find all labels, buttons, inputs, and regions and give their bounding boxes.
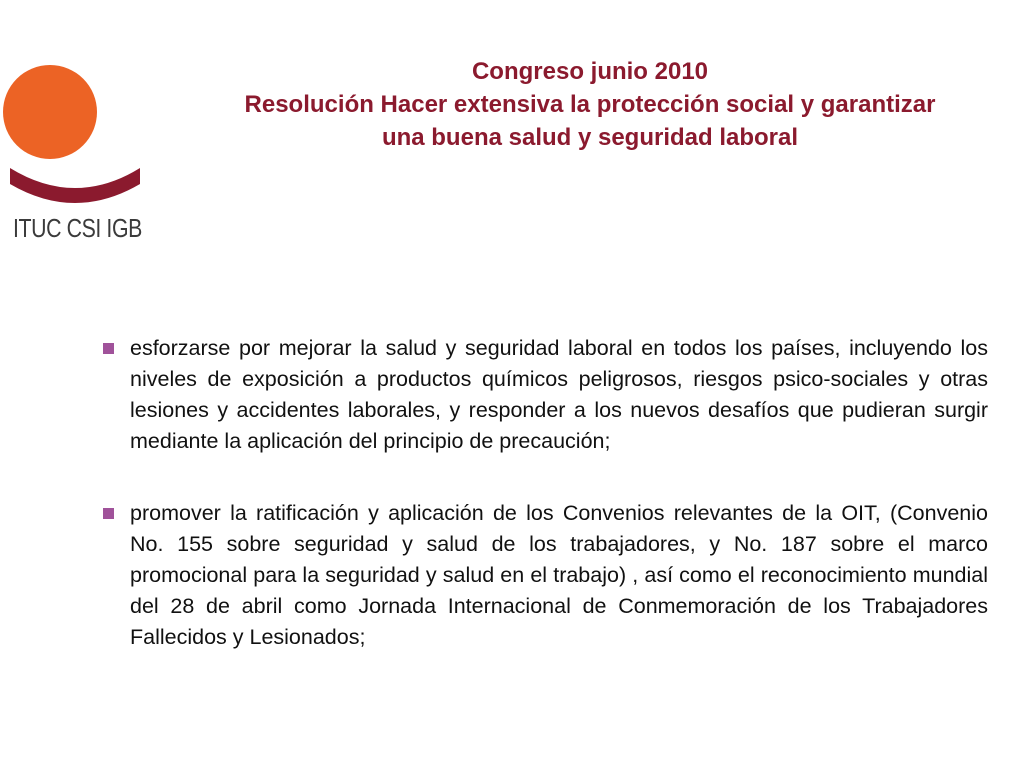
bullet-item (100, 333, 988, 457)
bullet-text: promover la ratificación y aplicación de los Convenios relevantes de la OIT, (Convenio No. 155 sobre seguridad y salud de los trabajadores, y No. 187 sobre el marco promocional para la seguridad y salud en el trabajo) , así como el reconocimiento mundial del 28 de abril como Jornada Internacional de Conmemoración de los Trabajadores Fallecidos y Lesionados; (130, 501, 988, 649)
ituc-logo (0, 60, 150, 245)
title-line-2: Resolución Hacer extensiva la protección social y garantizar (244, 91, 936, 118)
bullet-list (100, 333, 988, 653)
title-line-1: Congreso junio 2010 (471, 58, 709, 85)
slide-title (170, 55, 1010, 154)
bullet-item (100, 498, 988, 653)
bullet-text: esforzarse por mejorar la salud y seguridad laboral en todos los países, incluyendo los niveles de exposición a productos químicos peligrosos, riesgos psico-sociales y otras lesiones y accidentes laborales, y responder a los nuevos desafíos que pudieran surgir mediante la aplicación del principio de precaución; (130, 336, 988, 453)
title-line-3: una buena salud y seguridad laboral (381, 124, 799, 151)
square-bullet-icon (103, 508, 114, 519)
square-bullet-icon (103, 343, 114, 354)
logo-arc (10, 168, 140, 203)
logo-circle (3, 65, 97, 159)
ituc-logo-graphic (0, 60, 150, 210)
logo-text: ITUC CSI IGB (13, 213, 142, 243)
